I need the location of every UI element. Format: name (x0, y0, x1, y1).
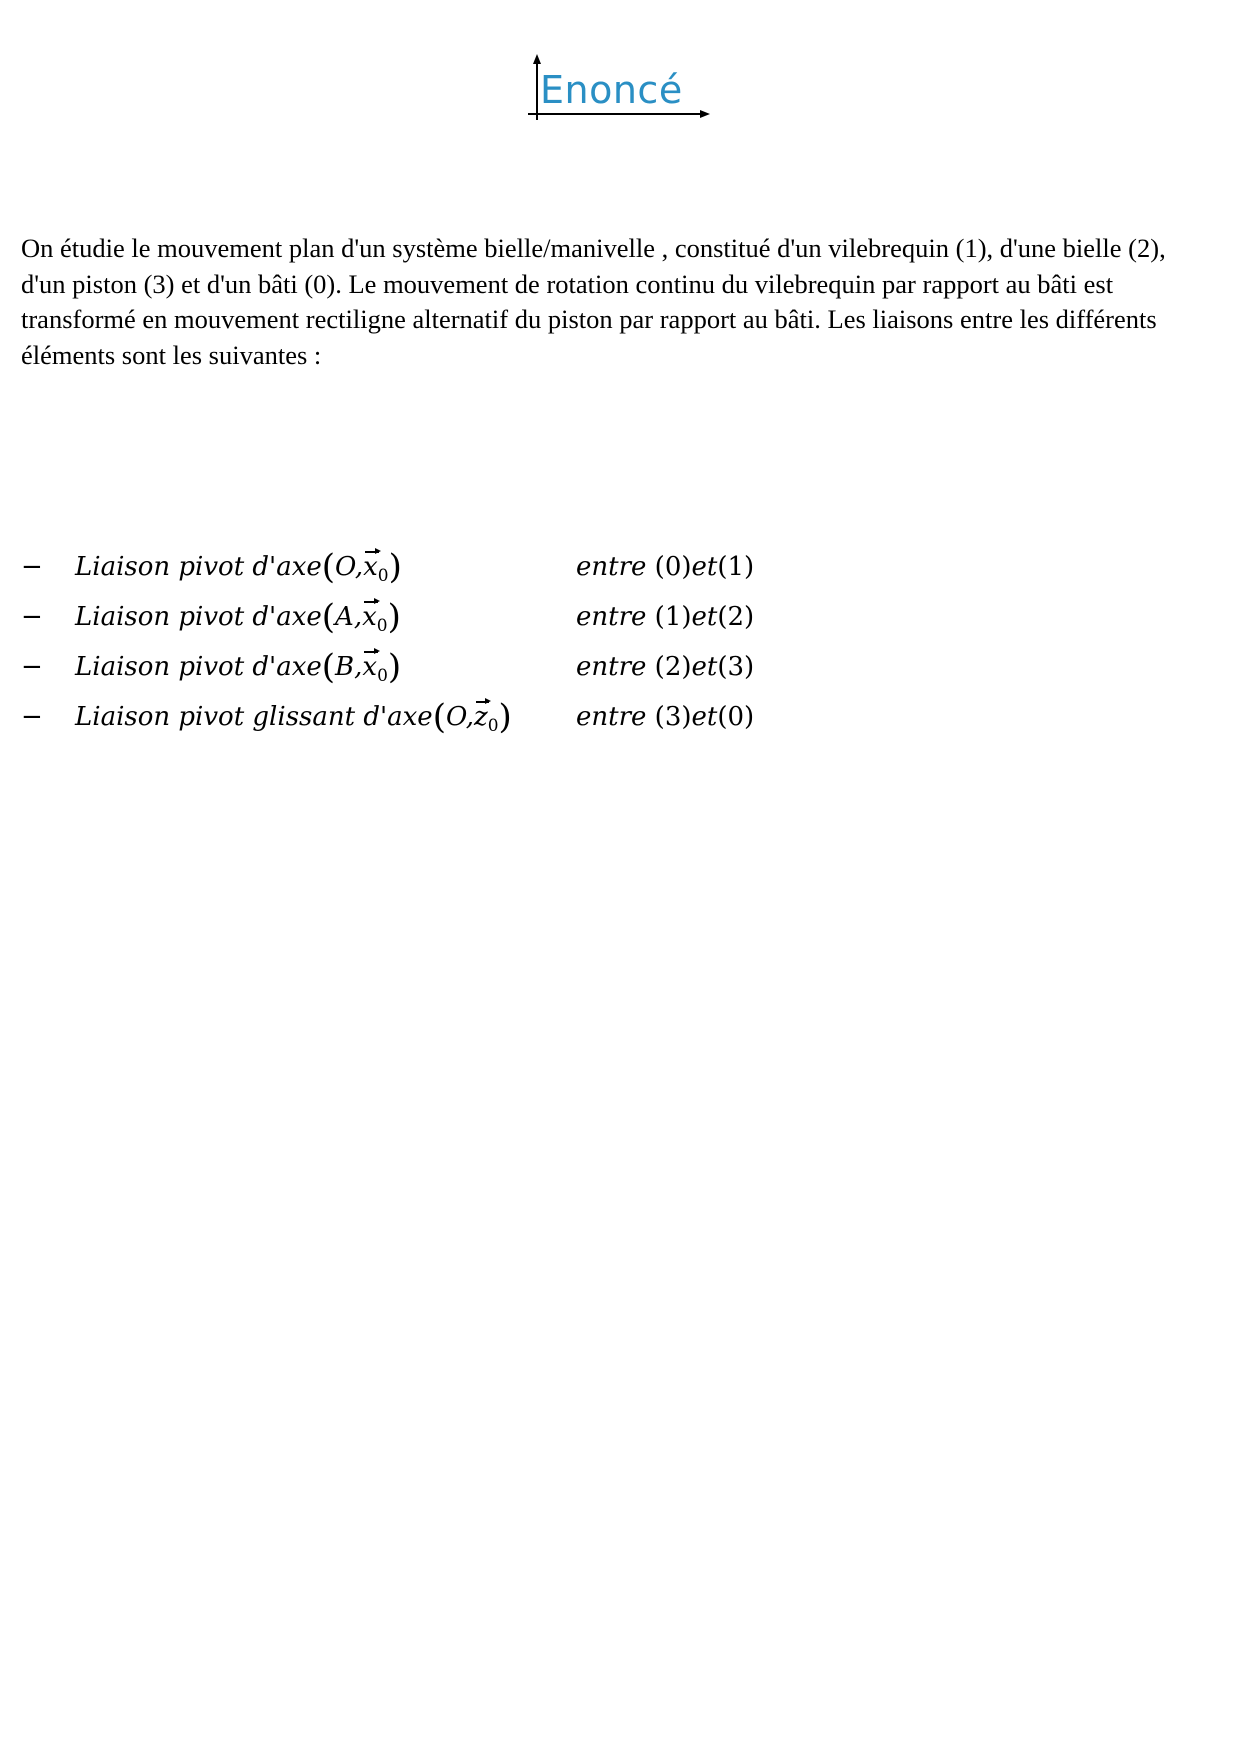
axis-point: B (335, 652, 355, 682)
axis-point: O (445, 702, 466, 732)
axis-point: O (335, 552, 355, 582)
word-entre: entre (576, 652, 647, 682)
liaisons-list (21, 542, 921, 742)
axis-vector: x (362, 592, 377, 642)
part-b: (1) (717, 552, 755, 582)
vector-index: 0 (376, 616, 388, 636)
liaison-description: Liaison pivot $d'axe(O,x_0)$ (75, 542, 402, 601)
liaison-type: Liaison pivot d'axe (75, 652, 322, 682)
liaison-type: Liaison pivot d'axe (75, 552, 322, 582)
part-a: (2) (654, 652, 692, 682)
page-title-block (520, 52, 720, 124)
liaison-item (21, 692, 921, 742)
axis-point: A (335, 602, 354, 632)
liaison-parts (576, 542, 754, 592)
liaison-parts (576, 692, 754, 742)
list-dash: − (21, 552, 43, 582)
part-a: (3) (654, 702, 692, 732)
liaison-parts (576, 642, 754, 692)
list-dash: − (21, 702, 43, 732)
part-b: (0) (717, 702, 755, 732)
liaison-item (21, 642, 921, 692)
list-dash: − (21, 602, 43, 632)
liaison-type: Liaison pivot d'axe (75, 602, 322, 632)
liaison-item (21, 542, 921, 592)
liaison-description: Liaison pivot $d'axe(A,x_0)$ (75, 592, 401, 651)
liaison-parts (576, 592, 754, 642)
vector-index: 0 (377, 666, 388, 686)
word-entre: entre (576, 702, 647, 732)
liaison-description: Liaison pivot $d'axe(B,x_0)$ (75, 642, 401, 701)
word-entre: entre (576, 552, 647, 582)
word-et: et (691, 652, 718, 682)
part-a: (0) (654, 552, 692, 582)
vector-index: 0 (487, 716, 499, 736)
part-b: (3) (717, 652, 755, 682)
list-dash: − (21, 652, 43, 682)
word-entre: entre (576, 602, 647, 632)
word-et: et (691, 552, 718, 582)
axis-vector: z (474, 692, 488, 742)
liaison-description: Liaison pivot glissant $d'axe(O,z_0)$ (75, 692, 512, 751)
axis-vector: x (363, 542, 378, 592)
part-a: (1) (654, 602, 692, 632)
liaison-type: Liaison pivot glissant d'axe (75, 702, 433, 732)
axis-vector: x (362, 642, 377, 692)
vector-index: 0 (377, 566, 389, 586)
liaison-item (21, 592, 921, 642)
word-et: et (691, 702, 718, 732)
intro-paragraph: On étudie le mouvement plan d'un système bielle/manivelle , constitué d'un vilebrequin (1), d'une bielle (2), d'un piston (3) et d'un bâti (0). Le mouvement de rotation continu du vilebrequin par rapport au bâti est transformé en mouvement rectiligne alternatif du piston par rapport au bâti. Les liaisons entre les différents éléments sont les suivantes : (21, 233, 1166, 370)
word-et: et (691, 602, 718, 632)
page-title: Enoncé (540, 68, 683, 112)
part-b: (2) (717, 602, 755, 632)
